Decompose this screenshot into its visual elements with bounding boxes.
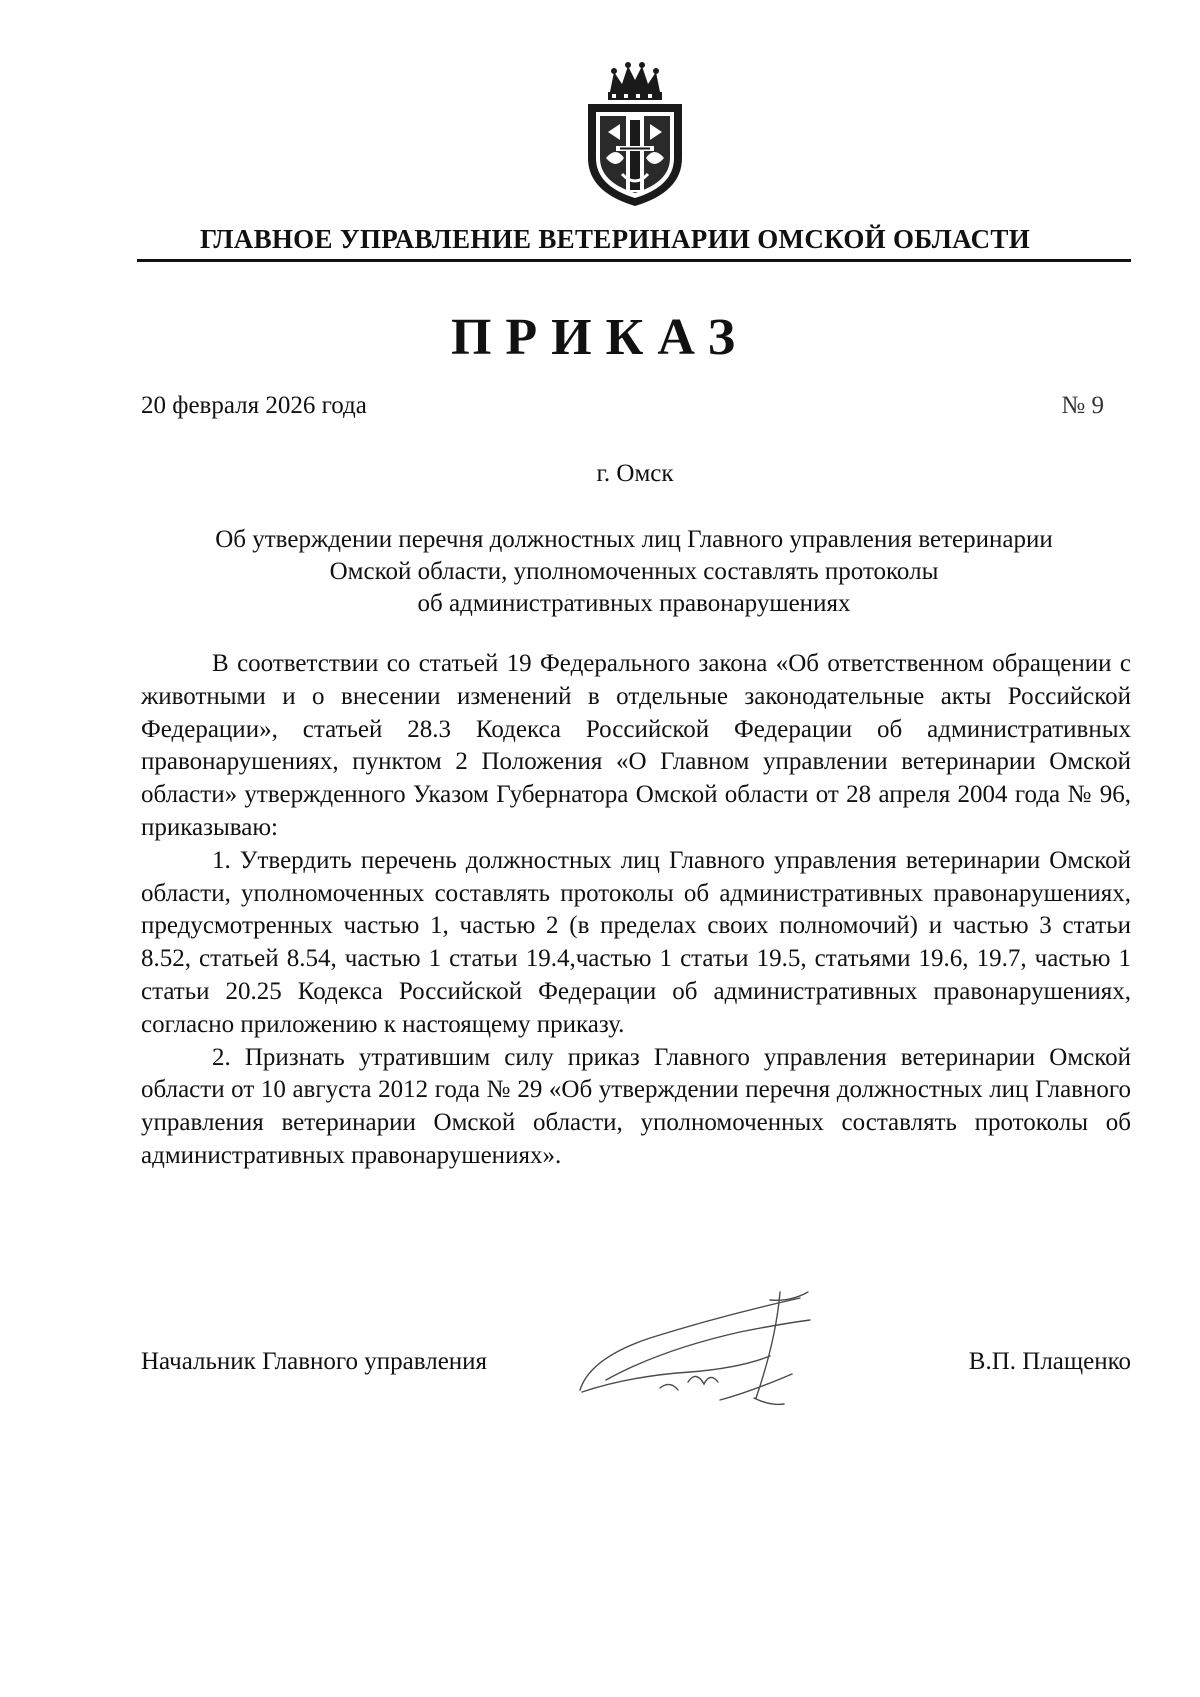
- document-date: 20 февраля 2026 года: [141, 392, 367, 419]
- document-number: № 9: [1061, 392, 1104, 419]
- subject-line: Об утверждении перечня должностных лиц Главного управления ветеринарии: [215, 526, 1053, 553]
- document-subject: [137, 524, 1131, 620]
- signatory-position: Начальник Главного управления: [141, 1348, 488, 1375]
- subject-line: об административных правонарушениях: [417, 590, 851, 617]
- preamble-paragraph: В соответствии со статьей 19 Федерального закона «Об ответственном обращении с животными и о внесении изменений в отдельные законодательные акты Российской Федерации», статьей 28.3 Кодекса Российской Федерации об административных правонарушениях, пунктом 2 Положения «О Главном управлении ветеринарии Омской области» утвержденного Указом Губернатора Омской области от 28 апреля 2004 года № 96, приказываю:: [141, 650, 1131, 841]
- subject-line: Омской области, уполномоченных составлять протоколы: [329, 558, 939, 585]
- signature-block: [141, 1348, 1131, 1388]
- signatory-name: В.П. Плащенко: [968, 1348, 1131, 1375]
- document-city: г. Омск: [596, 460, 674, 487]
- omsk-coat-of-arms-icon: [580, 62, 690, 208]
- document-body: [141, 648, 1131, 1173]
- handwritten-signature-icon: [570, 1280, 840, 1410]
- organization-title: ГЛАВНОЕ УПРАВЛЕНИЕ ВЕТЕРИНАРИИ ОМСКОЙ ОБЛАСТИ: [199, 224, 1031, 254]
- order-item-2: 2. Признать утратившим силу приказ Главного управления ветеринарии Омской области от 10 августа 2012 года № 29 «Об утверждении перечня должностных лиц Главного управления ветеринарии Омской области, уполномоченных составлять протоколы об административных правонарушениях».: [141, 1043, 1131, 1169]
- document-type-title: ПРИКАЗ: [450, 309, 750, 366]
- header-divider: [137, 259, 1131, 262]
- order-item-1: 1. Утвердить перечень должностных лиц Главного управления ветеринарии Омской области, уполномоченных составлять протоколы об административных правонарушениях, предусмотренных частью 1, частью 2 (в пределах своих полномочий) и частью 3 статьи 8.52, статьей 8.54, частью 1 статьи 19.4,частью 1 статьи 19.5, статьями 19.6, 19.7, частью 1 статьи 20.25 Кодекса Российской Федерации об административных правонарушениях, согласно приложению к настоящему приказу.: [141, 846, 1131, 1038]
